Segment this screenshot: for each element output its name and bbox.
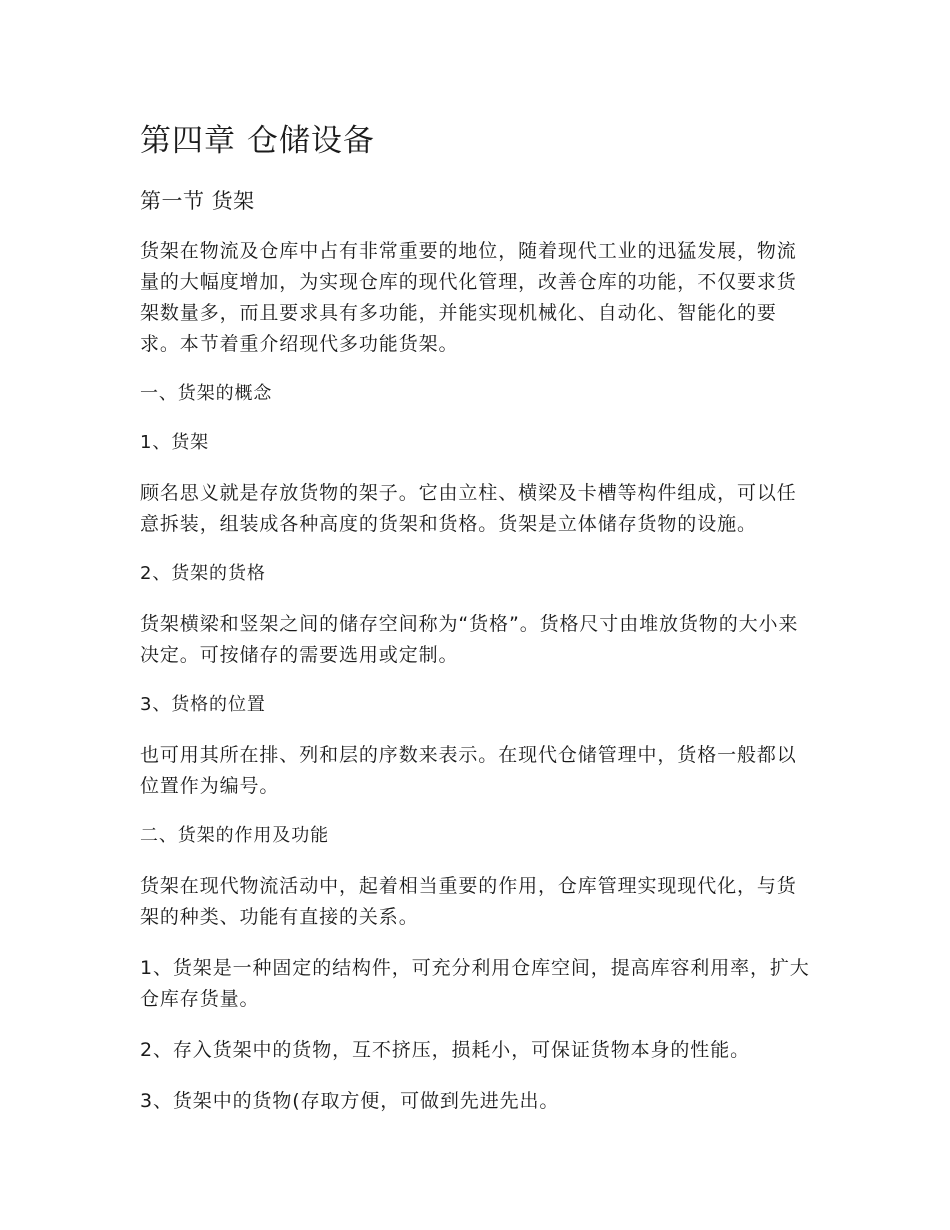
list-item-function-2: 2、存入货架中的货物，互不挤压，损耗小，可保证货物本身的性能。 [140,1039,750,1061]
paragraph-compartment: 货架横梁和竖架之间的储存空间称为“货格”。货格尺寸由堆放货物的大小来决定。可按储存的需要选用或定制。 [140,613,799,666]
paragraph-compartment-position: 也可用其所在排、列和层的序数来表示。在现代仓储管理中，货格一般都以位置作为编号。 [140,744,797,797]
subheading-compartment-position: 3、货格的位置 [140,694,266,715]
subheading-concept: 一、货架的概念 [140,383,273,404]
chapter-title: 第四章 仓储设备 [140,123,375,159]
list-item-function-3: 3、货架中的货物(存取方便，可做到先进先出。 [140,1090,560,1112]
document-page [140,112,812,1117]
subheading-functions: 二、货架的作用及功能 [140,825,329,846]
paragraph-shelf-definition: 顾名思义就是存放货物的架子。它由立柱、横梁及卡槽等构件组成，可以任意拆装，组装成各种高度的货架和货格。货架是立体储存货物的设施。 [140,482,797,535]
list-item-function-1: 1、货架是一种固定的结构件，可充分利用仓库空间，提高库容利用率，扩大仓库存货量。 [140,957,810,1010]
section-title: 第一节 货架 [140,189,255,213]
paragraph-functions: 货架在现代物流活动中，起着相当重要的作用，仓库管理实现现代化，与货架的种类、功能有直接的关系。 [140,875,797,928]
intro-paragraph: 货架在物流及仓库中占有非常重要的地位，随着现代工业的迅猛发展，物流量的大幅度增加，为实现仓库的现代化管理，改善仓库的功能，不仅要求货架数量多，而且要求具有多功能，并能实现机械化、自动化、智能化的要求。本节着重介绍现代多功能货架。 [140,240,797,355]
subheading-shelf: 1、货架 [140,432,210,453]
subheading-compartment: 2、货架的货格 [140,563,266,584]
